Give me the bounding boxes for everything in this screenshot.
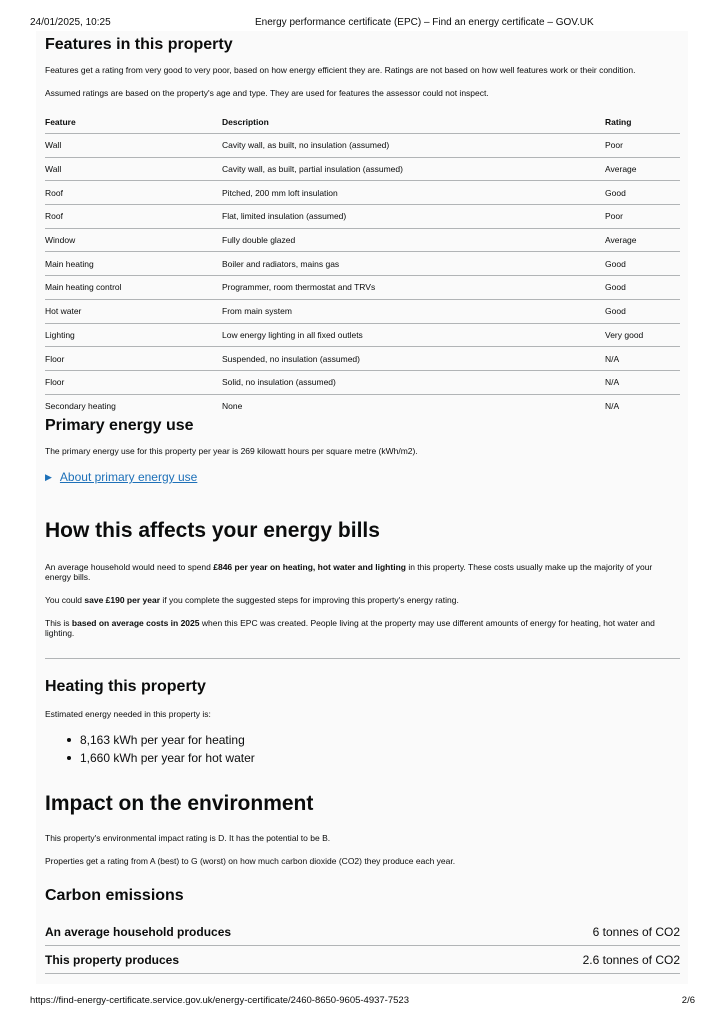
bills-average-cost-text: An average household would need to spend £846 per year on heating, hot water and lighting in this property. These costs usually make up the majority of your energy bills. [45,562,653,582]
carbon-value: 6 tonnes of CO2 [592,924,680,939]
feature-cell: Secondary heating [45,400,116,411]
list-item: 1,660 kWh per year for hot water [45,749,255,767]
heating-energy-list [45,731,255,767]
bullet-icon [67,738,71,742]
primary-energy-heading: Primary energy use [45,417,194,434]
rating-cell: Good [605,276,680,300]
description-cell: Suspended, no insulation (assumed) [222,347,605,371]
table-row [45,157,680,181]
print-datetime: 24/01/2025, 10:25 [30,17,111,28]
environment-heading: Impact on the environment [45,792,314,815]
feature-cell: Window [45,228,222,252]
page-sheet [36,31,688,984]
carbon-label: An average household produces [45,924,232,939]
carbon-value: 2.6 tonnes of CO2 [582,952,680,967]
feature-cell: Floor [45,347,222,371]
description-cell: Low energy lighting in all fixed outlets [222,323,605,347]
description-cell: Cavity wall, as built, partial insulation (assumed) [222,157,605,181]
rating-cell: Good [605,299,680,323]
carbon-row-property [45,946,680,974]
about-primary-energy-link[interactable]: About primary energy use [59,470,198,484]
feature-cell: Main heating [45,252,222,276]
feature-cell: Wall [45,134,222,158]
rating-cell: Average [605,228,680,252]
description-cell: None [222,400,243,411]
environment-scale-text: Properties get a rating from A (best) to G (worst) on how much carbon dioxide (CO2) they produce each year. [45,856,456,866]
features-assumed-note: Assumed ratings are based on the property's age and type. They are used for features the assessor could not inspect. [45,88,489,98]
table-row [45,370,680,394]
rating-cell: N/A [605,370,680,394]
feature-cell: Roof [45,205,222,229]
list-item: 8,163 kWh per year for heating [45,731,255,749]
rating-cell: Very good [605,323,680,347]
print-page-title: Energy performance certificate (EPC) – Find an energy certificate – GOV.UK [255,17,594,28]
description-cell: Cavity wall, as built, no insulation (assumed) [222,134,605,158]
section-divider [45,658,680,659]
table-row [45,205,680,229]
table-row [45,252,680,276]
carbon-label: This property produces [45,952,180,967]
description-cell: Solid, no insulation (assumed) [222,370,605,394]
heating-intro: Estimated energy needed in this property is: [45,709,211,719]
table-row [45,134,680,158]
rating-cell: Average [605,157,680,181]
header-description: Description [222,111,605,134]
primary-energy-text: The primary energy use for this property per year is 269 kilowatt hours per square metre (kWh/m2). [45,446,418,456]
header-rating: Rating [605,111,680,134]
description-cell: Flat, limited insulation (assumed) [222,205,605,229]
description-cell: From main system [222,299,605,323]
table-row [45,276,680,300]
table-row [45,181,680,205]
bills-savings-text: You could save £190 per year if you complete the suggested steps for improving this property's energy rating. [45,595,459,605]
bullet-icon [67,756,71,760]
print-footer [30,995,695,1009]
description-cell: Fully double glazed [222,228,605,252]
feature-cell: Lighting [45,323,222,347]
description-cell: Boiler and radiators, mains gas [222,252,605,276]
features-table [45,111,680,417]
rating-cell: Good [605,252,680,276]
features-intro: Features get a rating from very good to very poor, based on how energy efficient they are. Ratings are not based on how well features work or their condition. [45,65,636,75]
feature-cell: Roof [45,181,222,205]
caret-right-icon: ▶ [45,471,52,482]
heating-heading: Heating this property [45,678,206,695]
feature-cell: Main heating control [45,276,222,300]
rating-cell: Poor [605,205,680,229]
rating-cell: N/A [605,400,620,411]
about-primary-energy-toggle[interactable] [45,470,197,484]
header-feature: Feature [45,111,222,134]
rating-cell: Good [605,181,680,205]
table-row [45,394,680,417]
rating-cell: N/A [605,347,680,371]
feature-cell: Wall [45,157,222,181]
environment-rating-text: This property's environmental impact rating is D. It has the potential to be B. [45,833,331,843]
table-row [45,228,680,252]
description-cell: Programmer, room thermostat and TRVs [222,276,605,300]
rating-cell: Poor [605,134,680,158]
features-table-header-row [45,111,680,134]
page-number: 2/6 [681,995,695,1006]
energy-bills-heading: How this affects your energy bills [45,519,380,542]
carbon-row-average [45,918,680,946]
table-row [45,323,680,347]
description-cell: Pitched, 200 mm loft insulation [222,181,605,205]
carbon-emissions-heading: Carbon emissions [45,887,184,904]
print-url: https://find-energy-certificate.service.gov.uk/energy-certificate/2460-8650-9605-4937-7523 [30,995,409,1006]
feature-cell: Hot water [45,299,222,323]
table-row [45,347,680,371]
bills-cost-basis-text: This is based on average costs in 2025 when this EPC was created. People living at the property may use different amounts of energy for heating, hot water and lighting. [45,618,655,638]
print-header [30,17,695,31]
table-row [45,299,680,323]
feature-cell: Floor [45,370,222,394]
features-heading: Features in this property [45,36,233,53]
